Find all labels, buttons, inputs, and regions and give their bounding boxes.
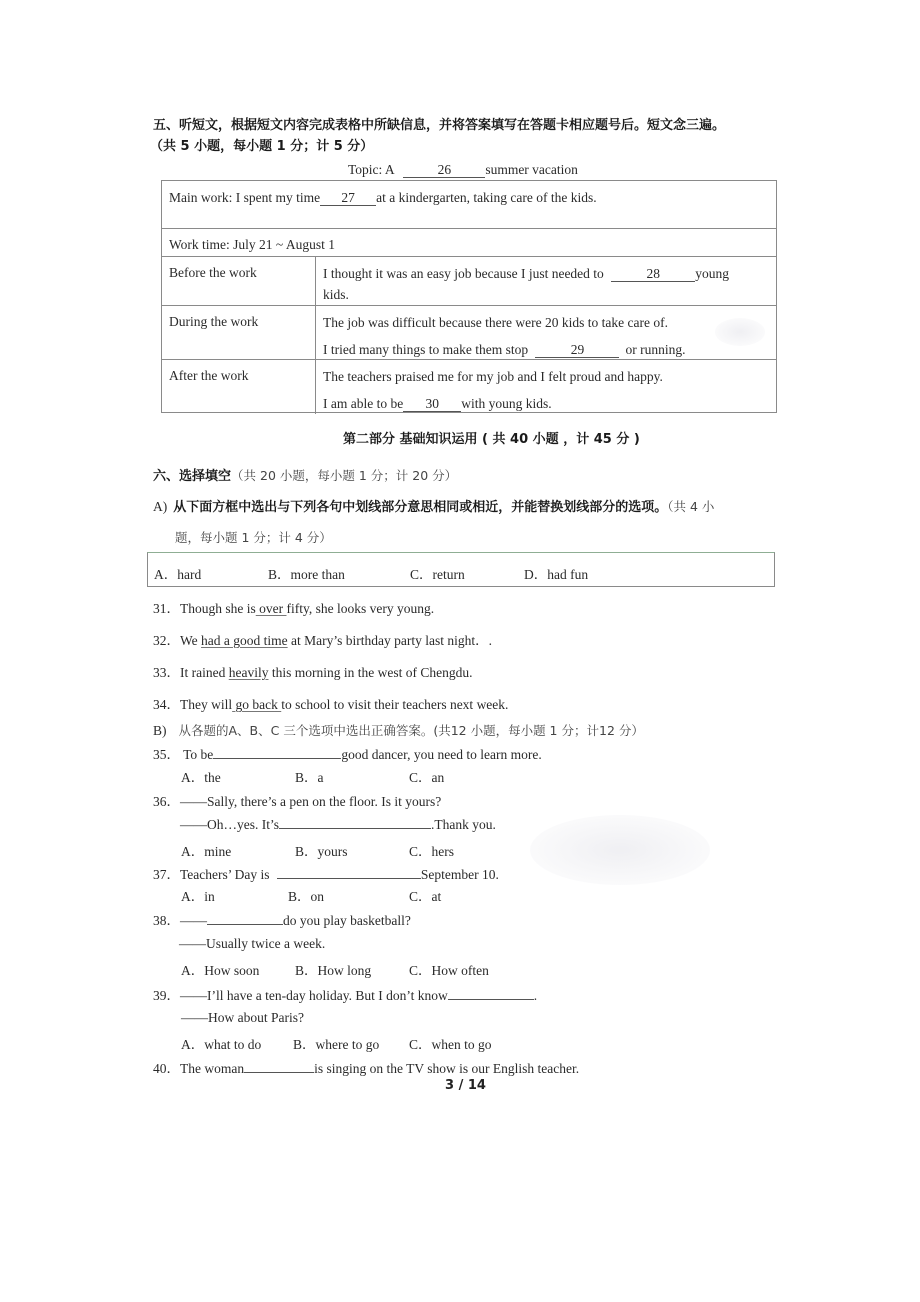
- option-b: B．more than: [268, 567, 345, 582]
- underlined-phrase: had a good time: [201, 633, 288, 648]
- underlined-phrase: heavily: [228, 665, 269, 680]
- options-box: [147, 552, 775, 587]
- q36-option-c[interactable]: C．hers: [409, 844, 454, 859]
- before-line2: kids.: [323, 287, 349, 302]
- during-line2: I tried many things to make them stop 29 or running.: [323, 342, 686, 357]
- q37-option-b[interactable]: B．on: [288, 889, 325, 904]
- topic-suffix: summer vacation: [485, 162, 578, 177]
- answer-blank-38[interactable]: [207, 924, 283, 925]
- section6-heading-rest: （共 20 小题，每小题 1 分；计 20 分）: [231, 468, 458, 483]
- part2-title: 第二部分 基础知识运用 ( 共 40 小题 ，计 45 分 ): [343, 432, 640, 447]
- section6-heading: [153, 465, 457, 484]
- q36-option-a[interactable]: A．mine: [181, 844, 232, 859]
- question-39-line2: ——How about Paris?: [181, 1010, 304, 1025]
- section5-heading-line2: （共 5 小题，每小题 1 分；计 5 分）: [150, 139, 374, 154]
- during-line1: The job was difficult because there were 20 kids to take care of.: [323, 315, 668, 330]
- answer-blank-26[interactable]: 26: [403, 163, 485, 178]
- q38-option-a[interactable]: A．How soon: [181, 963, 260, 978]
- section6-heading-bold: 六、选择填空: [153, 469, 232, 484]
- answer-blank-40[interactable]: [244, 1072, 314, 1073]
- question-35: 35． To be good dancer, you need to learn more.: [153, 747, 542, 762]
- partA-label: A): [153, 499, 168, 514]
- table-row-main-work: [162, 181, 776, 229]
- q38-option-b[interactable]: B．How long: [295, 963, 372, 978]
- question-32: 32．We had a good time at Mary’s birthday party last night．.: [153, 633, 492, 648]
- after-line2: I am able to be 30 with young kids.: [323, 396, 552, 411]
- q39-option-b[interactable]: B．where to go: [293, 1037, 380, 1052]
- answer-blank-27[interactable]: 27: [320, 191, 376, 206]
- table-row-during: [162, 306, 776, 360]
- underlined-phrase: go back: [232, 697, 282, 712]
- underlined-phrase: over: [255, 601, 287, 616]
- page-number: 3 / 14: [445, 1078, 486, 1093]
- topic-prefix: Topic: A: [348, 162, 394, 177]
- partA-instruction-line2: 题，每小题 1 分；计 4 分）: [175, 530, 332, 545]
- table-row-after: [162, 360, 776, 414]
- after-line1: The teachers praised me for my job and I felt proud and happy.: [323, 369, 663, 384]
- listening-table: [161, 180, 777, 413]
- row-label-during: During the work: [169, 314, 259, 329]
- column-divider: [315, 306, 316, 359]
- answer-blank-37[interactable]: [277, 878, 421, 879]
- question-34: 34．They will go back to school to visit their teachers next week.: [153, 697, 509, 712]
- question-38-line2: ——Usually twice a week.: [179, 936, 326, 951]
- q35-option-c[interactable]: C．an: [409, 770, 445, 785]
- partB-instruction: B) 从各题的A、B、C 三个选项中选出正确答案。(共12 小题，每小题 1 分；计12 分）: [153, 723, 644, 738]
- question-36: 36．——Sally, there’s a pen on the floor. Is it yours?: [153, 794, 442, 809]
- main-work-text: Main work: I spent my time 27 at a kindergarten, taking care of the kids.: [169, 190, 597, 205]
- q36-option-b[interactable]: B．yours: [295, 844, 348, 859]
- partA-instruction: A) 从下面方框中选出与下列各句中划线部分意思相同或相近，并能替换划线部分的选项。（共 4 小: [153, 499, 715, 515]
- q39-option-a[interactable]: A．what to do: [181, 1037, 262, 1052]
- q35-option-b[interactable]: B．a: [295, 770, 324, 785]
- table-row-work-time: [162, 229, 776, 257]
- before-line1: I thought it was an easy job because I just needed to 28 young: [323, 266, 729, 281]
- q37-option-c[interactable]: C．at: [409, 889, 442, 904]
- question-40: 40．The woman is singing on the TV show is our English teacher.: [153, 1061, 580, 1076]
- answer-blank-30[interactable]: 30: [403, 397, 461, 412]
- work-time-text: Work time: July 21 ~ August 1: [169, 237, 335, 252]
- answer-blank-36[interactable]: [279, 828, 431, 829]
- option-d: D．had fun: [524, 567, 589, 582]
- column-divider: [315, 360, 316, 414]
- partB-label: B): [153, 723, 167, 738]
- question-31: 31．Though she is over fifty, she looks very young.: [153, 601, 435, 616]
- scan-smudge: [530, 815, 710, 885]
- topic-line: [348, 162, 578, 178]
- q39-option-c[interactable]: C．when to go: [409, 1037, 492, 1052]
- answer-blank-28[interactable]: 28: [611, 267, 695, 282]
- row-label-after: After the work: [169, 368, 249, 383]
- table-row-before: [162, 257, 776, 306]
- question-36-line2: ——Oh…yes. It’s .Thank you.: [180, 817, 496, 832]
- answer-blank-29[interactable]: 29: [535, 343, 619, 358]
- question-33: 33．It rained heavily this morning in the west of Chengdu.: [153, 665, 473, 680]
- q35-option-a[interactable]: A．the: [181, 770, 221, 785]
- option-a: A．hard: [154, 567, 202, 582]
- section5-heading-line1: 五、听短文，根据短文内容完成表格中所缺信息，并将答案填写在答题卡相应题号后。短文念三遍。: [153, 118, 726, 133]
- q38-option-c[interactable]: C．How often: [409, 963, 489, 978]
- column-divider: [315, 257, 316, 305]
- q37-option-a[interactable]: A．in: [181, 889, 215, 904]
- answer-blank-35[interactable]: [213, 758, 341, 759]
- answer-blank-39[interactable]: [448, 999, 534, 1000]
- question-38: 38．—— do you play basketball?: [153, 913, 411, 928]
- option-c: C．return: [410, 567, 465, 582]
- question-37: 37．Teachers’ Day is September 10.: [153, 867, 499, 882]
- row-label-before: Before the work: [169, 265, 257, 280]
- question-39: 39．——I’ll have a ten-day holiday. But I don’t know .: [153, 988, 538, 1003]
